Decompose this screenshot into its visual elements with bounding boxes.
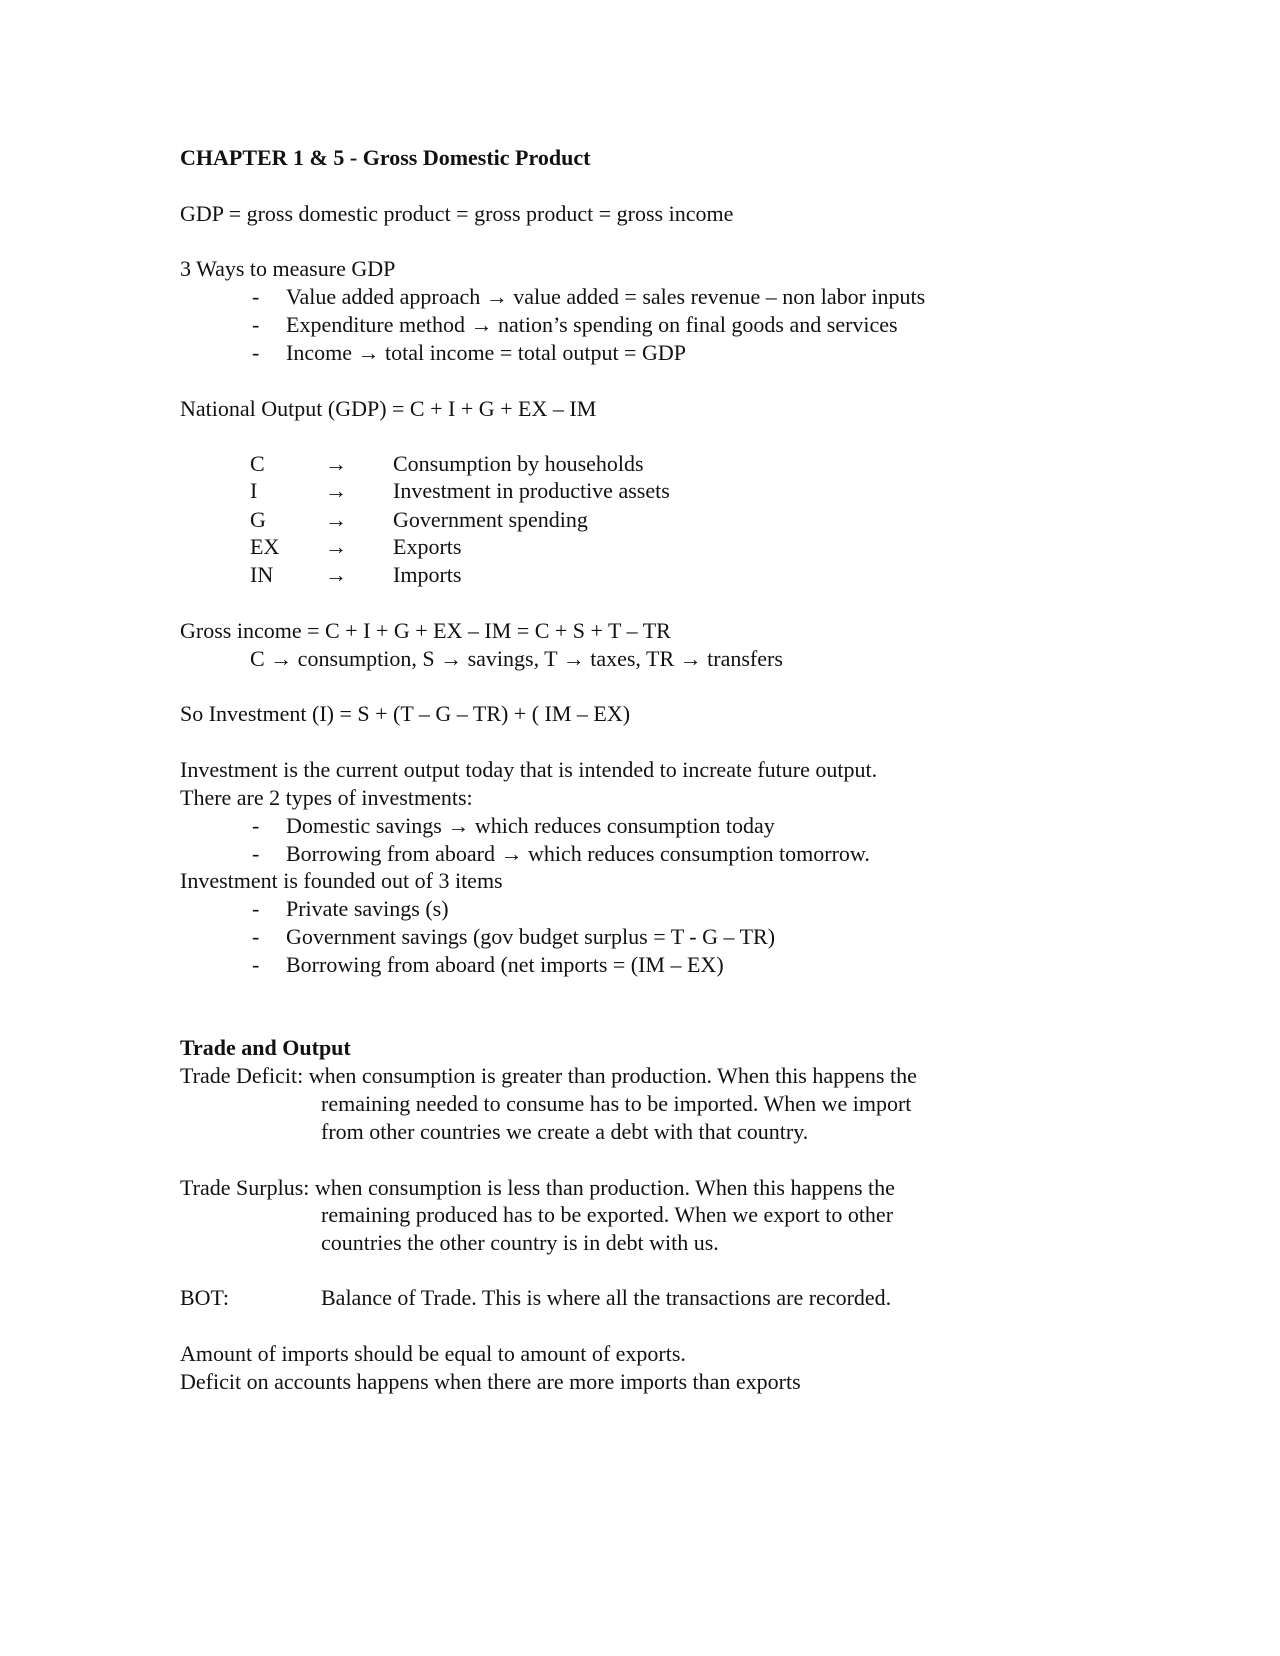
investment-item: Borrowing from aboard (net imports = (IM – EX) xyxy=(286,952,724,977)
component-symbol: G xyxy=(250,507,266,532)
component-desc: Imports xyxy=(393,562,462,587)
component-desc: Consumption by households xyxy=(393,451,644,476)
trade-surplus-text: countries the other country is in debt with us. xyxy=(321,1230,719,1255)
component-desc: Government spending xyxy=(393,507,588,532)
component-symbol: C xyxy=(250,451,265,476)
arrow-icon: → xyxy=(325,451,347,476)
bullet-dash: - xyxy=(252,813,260,838)
investment-type: Domestic savings → which reduces consumption today xyxy=(286,813,775,838)
trade-deficit-text: from other countries we create a debt with that country. xyxy=(321,1119,809,1144)
component-symbol: I xyxy=(250,478,258,503)
way-item: Expenditure method → nation’s spending on final goods and services xyxy=(286,312,898,337)
closing-text: Deficit on accounts happens when there are more imports than exports xyxy=(180,1369,801,1394)
component-symbol: IN xyxy=(250,562,274,587)
trade-deficit-text: remaining needed to consume has to be imported. When we import xyxy=(321,1091,912,1116)
bullet-dash: - xyxy=(252,284,260,309)
bot-label: BOT: xyxy=(180,1285,230,1310)
arrow-icon: → xyxy=(325,534,347,559)
component-desc: Investment in productive assets xyxy=(393,478,670,503)
trade-heading: Trade and Output xyxy=(180,1035,351,1060)
investment-formula: So Investment (I) = S + (T – G – TR) + ( IM – EX) xyxy=(180,701,631,726)
investment-founded: Investment is founded out of 3 items xyxy=(180,868,503,893)
arrow-icon: → xyxy=(325,562,347,587)
national-output-formula: National Output (GDP) = C + I + G + EX – IM xyxy=(180,396,597,421)
bullet-dash: - xyxy=(252,924,260,949)
way-item: Income → total income = total output = GDP xyxy=(286,340,686,365)
arrow-icon: → xyxy=(325,478,347,503)
arrow-icon: → xyxy=(325,507,347,532)
component-symbol: EX xyxy=(250,534,280,559)
bullet-dash: - xyxy=(252,952,260,977)
investment-item: Government savings (gov budget surplus = T - G – TR) xyxy=(286,924,776,949)
investment-item: Private savings (s) xyxy=(286,896,449,921)
component-desc: Exports xyxy=(393,534,462,559)
bullet-dash: - xyxy=(252,312,260,337)
chapter-title: CHAPTER 1 & 5 - Gross Domestic Product xyxy=(180,145,591,170)
bullet-dash: - xyxy=(252,340,260,365)
way-item: Value added approach → value added = sales revenue – non labor inputs xyxy=(286,284,926,309)
bullet-dash: - xyxy=(252,841,260,866)
investment-definition: Investment is the current output today that is intended to increate future output. xyxy=(180,757,878,782)
bullet-dash: - xyxy=(252,896,260,921)
gross-income-legend: C → consumption, S → savings, T → taxes, TR → transfers xyxy=(250,646,783,671)
gross-income-formula: Gross income = C + I + G + EX – IM = C + S + T – TR xyxy=(180,618,671,643)
trade-surplus-text: Trade Surplus: when consumption is less than production. When this happens the xyxy=(180,1175,895,1200)
investment-type: Borrowing from aboard → which reduces consumption tomorrow. xyxy=(286,841,870,866)
trade-deficit-text: Trade Deficit: when consumption is greater than production. When this happens the xyxy=(180,1063,917,1088)
closing-text: Amount of imports should be equal to amount of exports. xyxy=(180,1341,686,1366)
investment-types-intro: There are 2 types of investments: xyxy=(180,785,473,810)
bot-definition: Balance of Trade. This is where all the transactions are recorded. xyxy=(321,1285,892,1310)
trade-surplus-text: remaining produced has to be exported. When we export to other xyxy=(321,1202,894,1227)
ways-heading: 3 Ways to measure GDP xyxy=(180,256,396,281)
gdp-definition: GDP = gross domestic product = gross product = gross income xyxy=(180,201,734,226)
